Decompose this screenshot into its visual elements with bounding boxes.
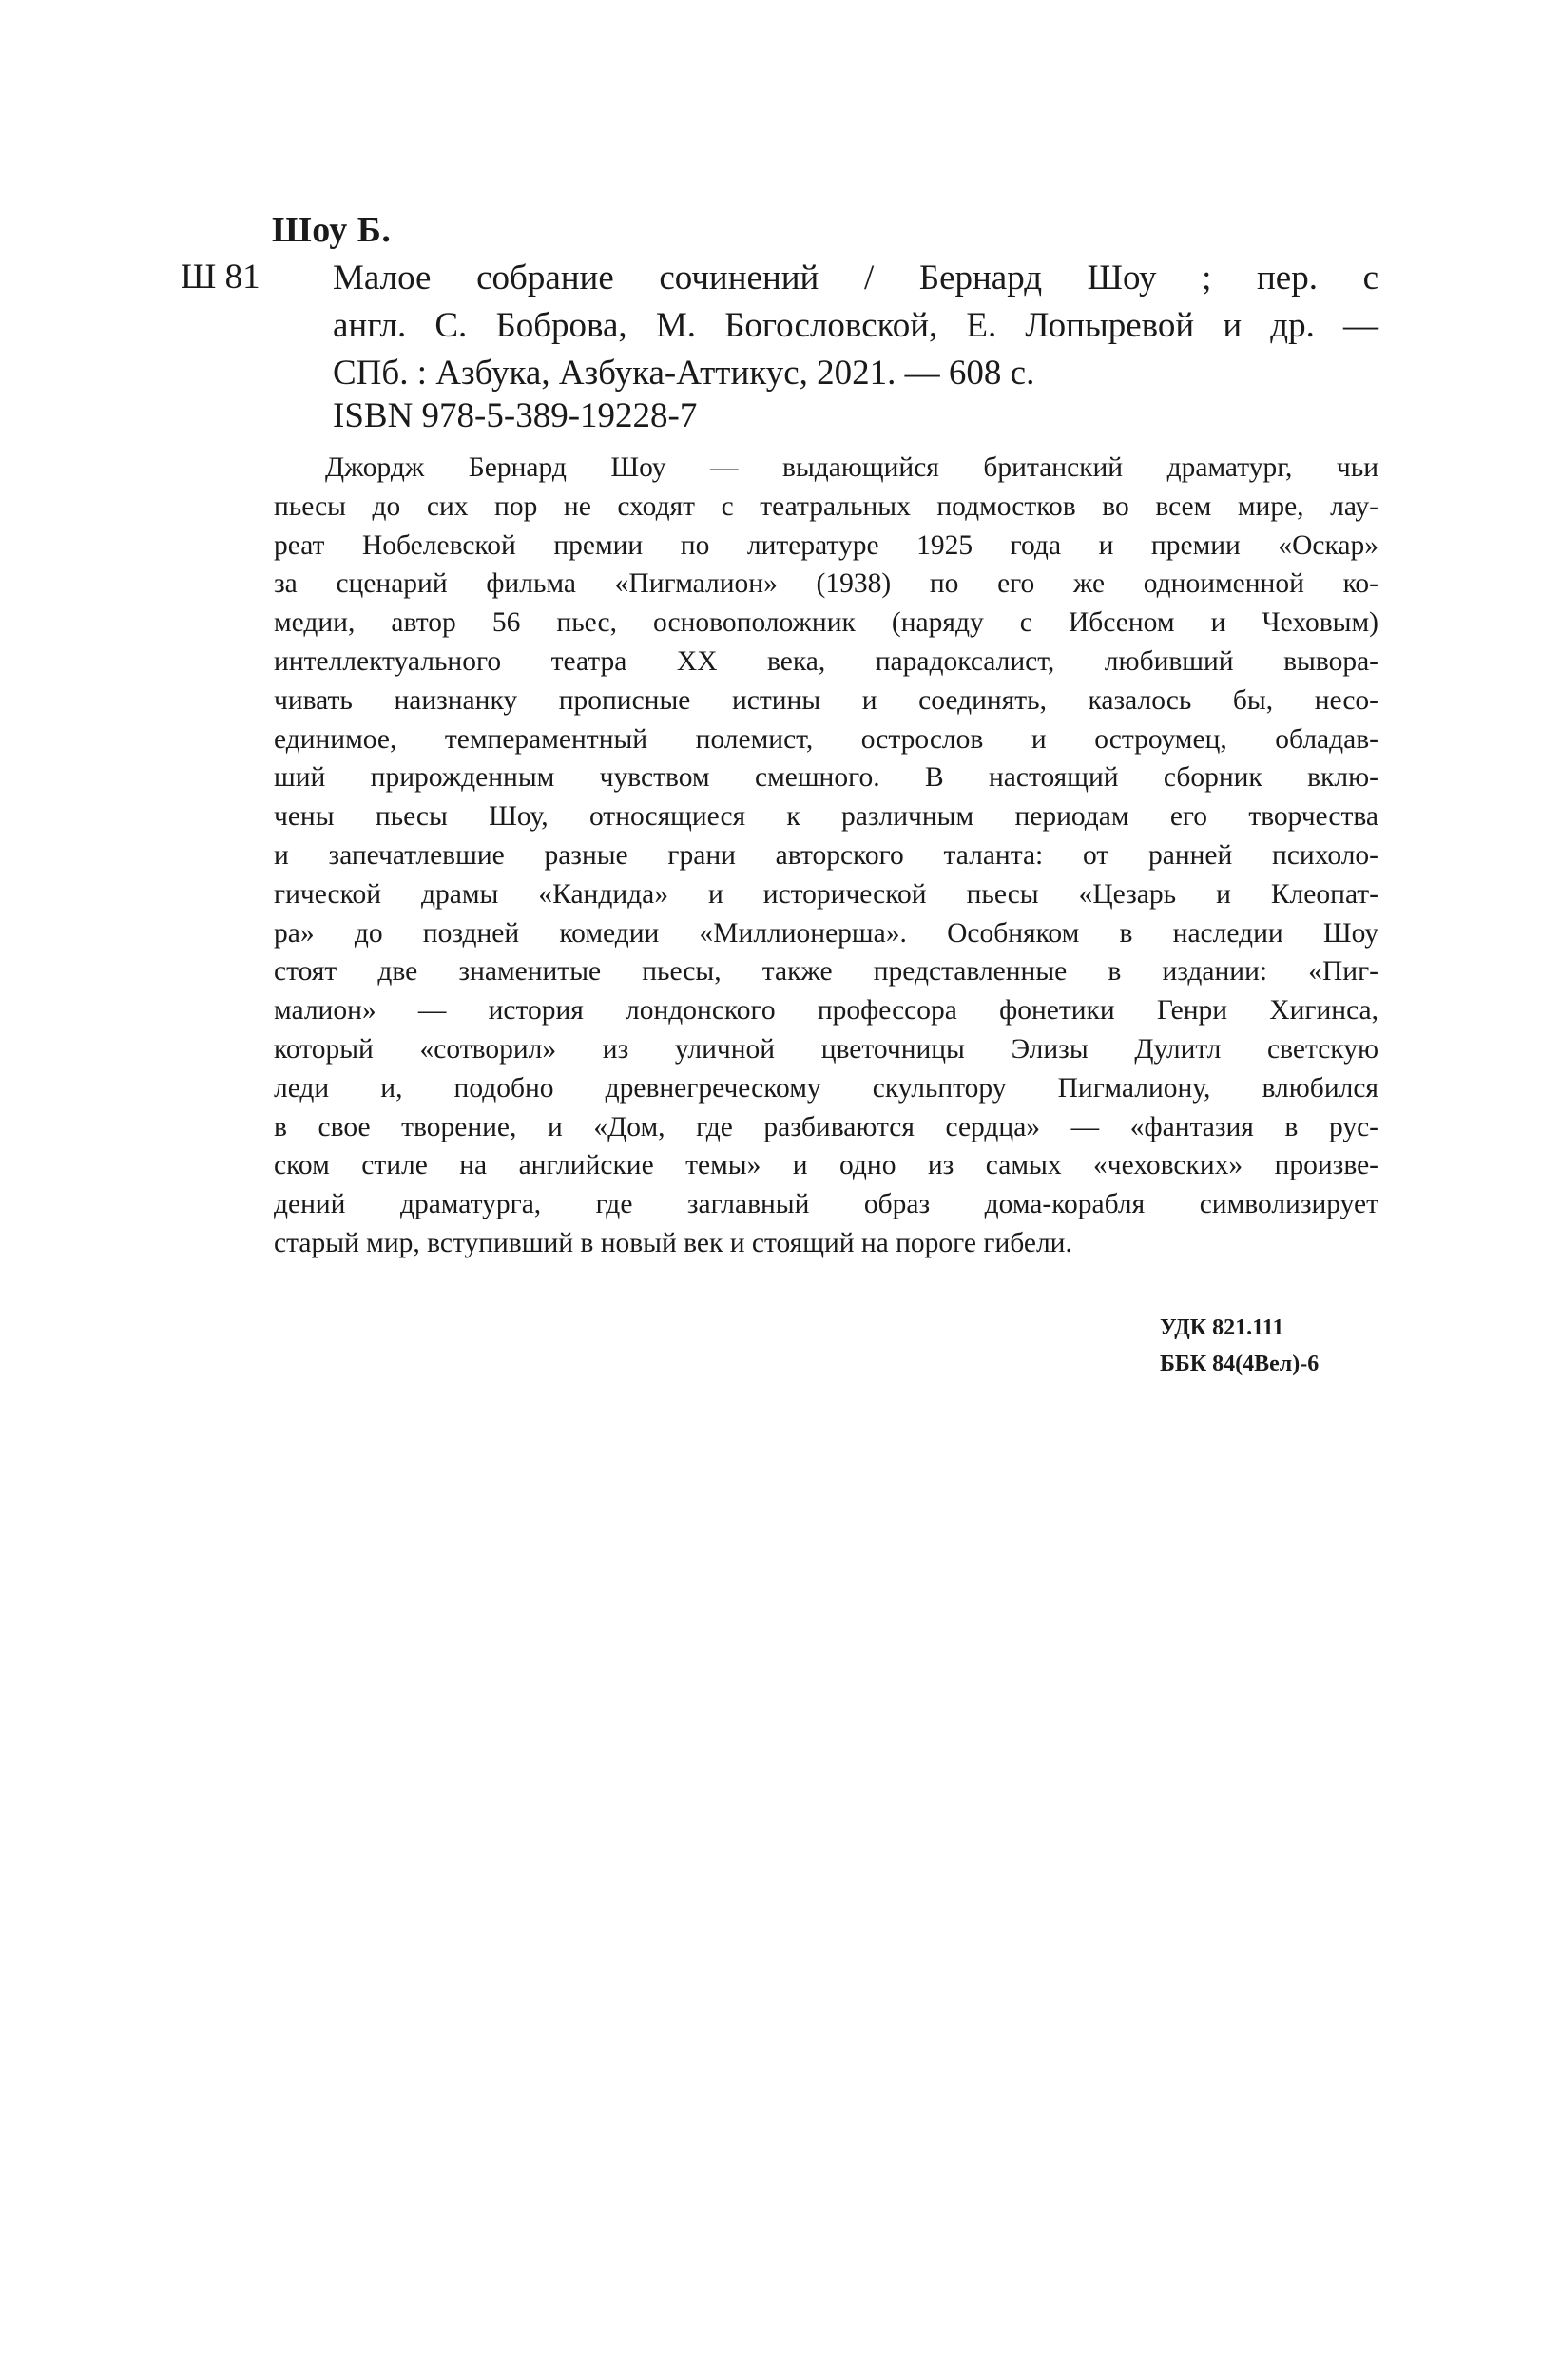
annotation-line: стоят две знаменитые пьесы, также представленные в издании: «Пиг- — [274, 956, 1378, 988]
annotation-line: гической драмы «Кандида» и исторической пьесы «Цезарь и Клеопат- — [274, 878, 1378, 910]
annotation-line: малион» — история лондонского профессора фонетики Генри Хигинса, — [274, 995, 1378, 1027]
annotation-line: ском стиле на английские темы» и одно из самых «чеховских» произве- — [274, 1150, 1378, 1181]
annotation-line: медии, автор 56 пьес, основоположник (наряду с Ибсеном и Чеховым) — [274, 607, 1378, 639]
annotation-line: пьесы до сих пор не сходят с театральных подмостков во всем мире, лау- — [274, 490, 1378, 522]
annotation-line: дений драматурга, где заглавный образ дома-корабля символизирует — [274, 1189, 1378, 1220]
isbn: ISBN 978-5-389-19228-7 — [333, 396, 698, 435]
annotation-line: единимое, темпераментный полемист, острослов и остроумец, обладав- — [274, 723, 1378, 755]
annotation-line: ра» до поздней комедии «Миллионерша». Особняком в наследии Шоу — [274, 917, 1378, 949]
annotation-line: интеллектуального театра XX века, парадоксалист, любивший вывора- — [274, 645, 1378, 677]
author-cipher: Ш 81 — [181, 258, 260, 297]
title-line: Малое собрание сочинений / Бернард Шоу ; пер. с — [333, 259, 1378, 298]
annotation-line: Джордж Бернард Шоу — выдающийся британский драматург, чьи — [325, 452, 1378, 483]
annotation — [274, 449, 1378, 1263]
annotation-line: за сценарий фильма «Пигмалион» (1938) по его же одноименной ко- — [274, 568, 1378, 600]
classification-codes — [1160, 1310, 1319, 1382]
annotation-line: и запечатлевшие разные грани авторского таланта: от ранней психоло- — [274, 839, 1378, 871]
annotation-line: ший прирожденным чувством смешного. В настоящий сборник вклю- — [274, 762, 1378, 794]
udk-code: УДК 821.111 — [1160, 1315, 1284, 1340]
annotation-line: старый мир, вступивший в новый век и стоящий на пороге гибели. — [274, 1227, 1072, 1258]
title-line: англ. С. Боброва, М. Богословской, Е. Лопыревой и др. — — [333, 306, 1378, 345]
bbk-code: ББК 84(4Вел)-6 — [1160, 1352, 1320, 1376]
annotation-line: реат Нобелевской премии по литературе 1925 года и премии «Оскар» — [274, 529, 1378, 561]
annotation-line: чивать наизнанку прописные истины и соединять, казалось бы, несо- — [274, 684, 1378, 716]
annotation-line: в свое творение, и «Дом, где разбиваются сердца» — «фантазия в рус- — [274, 1111, 1378, 1142]
annotation-line: леди и, подобно древнегреческому скульптору Пигмалиону, влюбился — [274, 1072, 1378, 1104]
author-heading: Шоу Б. — [272, 210, 392, 250]
bibliographic-description — [333, 255, 1378, 397]
annotation-line: который «сотворил» из уличной цветочницы Элизы Дулитл светскую — [274, 1033, 1378, 1065]
title-line: СПб. : Азбука, Азбука-Аттикус, 2021. — 608 с. — [333, 354, 1035, 393]
annotation-line: чены пьесы Шоу, относящиеся к различным периодам его творчества — [274, 801, 1378, 833]
